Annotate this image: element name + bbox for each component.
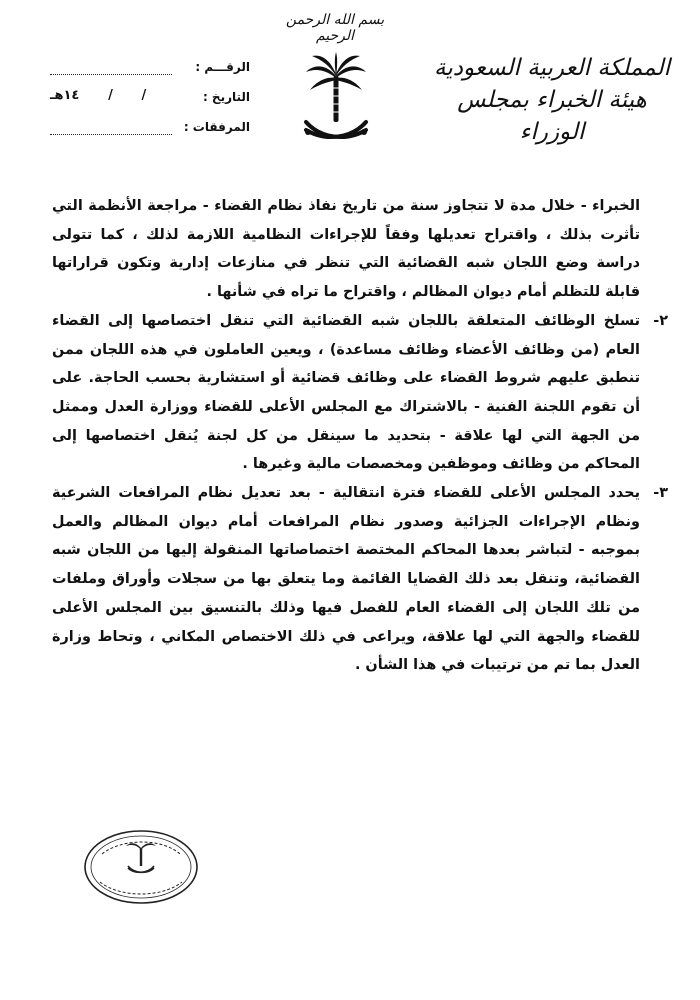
date-row (50, 88, 250, 118)
clause-2 (52, 307, 668, 479)
org-line-authority: هيئة الخبراء بمجلس الوزراء (457, 87, 647, 145)
reference-number-row (50, 58, 250, 88)
document-body (52, 192, 668, 680)
date-separator-2: / (141, 88, 147, 103)
official-seal-icon (82, 828, 200, 906)
basmala: بسم الله الرحمن الرحيم (285, 12, 385, 44)
attachments-line (50, 134, 172, 135)
clause-2-number: ٢- (653, 312, 668, 329)
reference-number-label: الرقـــم : (195, 60, 250, 74)
intro-paragraph: الخبراء - خلال مدة لا تتجاوز سنة من تاريخ نفاذ نظام القضاء - مراجعة الأنظمة التي تأثرت بذلك ، واقتراح تعديلها وفقاً للإجراءات النظامية اللازمة لذلك ، كما تتولى دراسة وضع اللجان شبه القضائية التي تنظر في منازعات إدارية وتكون قراراتها قابلة للتظلم أمام ديوان المظالم ، واقتراح ما تراه في شأنها . (52, 198, 640, 301)
date-label: التاريخ : (202, 90, 250, 104)
clause-2-text: تسلخ الوظائف المتعلقة باللجان شبه القضائية التي تنقل اختصاصها إلى القضاء العام (من وظائف الأعضاء وظائف مساعدة) ، ويعين العاملون في هذه اللجان ممن تنطبق عليهم شروط القضاء على وظائف قضائية أو استشارية بحسب الحاجة. على أن تقوم اللجنة الفنية - بالاشتراك مع المجلس الأعلى للقضاء ووزارة العدل وممثل من الجهة التي لها علاقة - بتحديد ما سينقل من كل لجنة يُنقل اختصاصها إلى المحاكم من وظائف وموظفين ومخصصات مالية وغيرها . (52, 312, 640, 473)
clause-3-number: ٣- (653, 485, 668, 502)
clause-3-text: يحدد المجلس الأعلى للقضاء فترة انتقالية - بعد تعديل نظام المرافعات الشرعية ونظام الإجراءات الجزائية وصدور نظام المرافعات أمام ديوان المظالم والعمل بموجبه - لتباشر بعدها المحاكم المختصة اختصاصاتها المنقولة إليها من اللجان شبه القضائية، وتنقل بعد ذلك القضايا القائمة وما يتعلق بها من سجلات وأوراق وملفات من تلك اللجان إلى القضاء العام للفصل فيها وذلك بالتنسيق بين المجلس الأعلى للقضاء والجهة التي لها علاقة، ويراعى في ذلك الاختصاص المكاني ، وتحاط وزارة العدل بما تم من ترتيبات في هذا الشأن . (52, 485, 640, 674)
attachments-row (50, 118, 250, 148)
org-line-kingdom: المملكة العربية السعودية (434, 55, 670, 81)
date-year-suffix: ١٤هـ (50, 88, 80, 103)
attachments-label: المرفقات : (183, 120, 250, 134)
palm-and-swords-emblem-icon (300, 52, 372, 148)
reference-number-line (50, 74, 172, 75)
date-separator-1: / (108, 88, 113, 103)
reference-block (50, 58, 250, 148)
organization-name (432, 52, 672, 148)
date-fields (50, 88, 175, 103)
clause-3 (52, 479, 668, 680)
